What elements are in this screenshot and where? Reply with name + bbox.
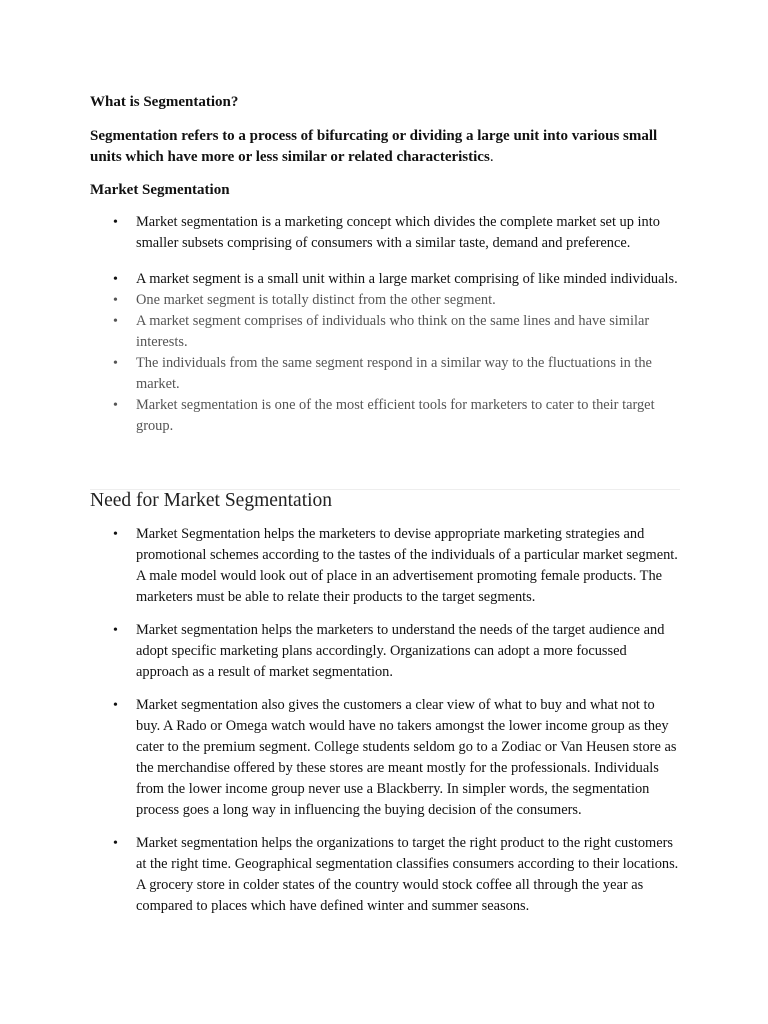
list-item	[0, 290, 681, 311]
bullet-icon: •	[113, 836, 118, 851]
list-item-text: Market segmentation helps the marketers to understand the needs of the target audience and adopt specific marketing plans accordingly. Organizations can adopt a more focussed approach as a result of market segmentation.	[136, 622, 665, 680]
list-item-text: Market segmentation helps the organizations to target the right product to the right customers at the right time. Geographical segmentation classifies consumers according to their locations. A grocery store in colder states of the country would stock coffee all through the year as compared to places which have defined winter and summer seasons.	[136, 835, 679, 914]
list-item-text: The individuals from the same segment respond in a similar way to the fluctuations in the market.	[136, 355, 652, 392]
list-item	[0, 695, 681, 821]
bullet-icon: •	[113, 356, 118, 371]
bullet-icon: •	[113, 272, 118, 287]
list-item	[0, 311, 681, 353]
market-segmentation-heading: Market Segmentation	[90, 182, 230, 198]
list-item	[0, 524, 681, 608]
list-item-text: Market Segmentation helps the marketers to devise appropriate marketing strategies and promotional schemes according to the tastes of the individuals of a particular market segment. A male model would look out of place in an advertisement promoting female products. The marketers must be able to relate their products to the target segments.	[136, 526, 678, 605]
bullet-icon: •	[113, 314, 118, 329]
list-item	[0, 620, 681, 683]
list-item-text: Market segmentation also gives the customers a clear view of what to buy and what not to buy. A Rado or Omega watch would have no takers amongst the lower income group as they cater to the premium segment. College students seldom go to a Zodiac or Van Heusen store as the merchandise offered by these stores are meant mostly for the professionals. Individuals from the lower income group never use a Blackberry. In simpler words, the segmentation process goes a long way in influencing the buying decision of the consumers.	[136, 697, 677, 818]
need-for-segmentation-heading: Need for Market Segmentation	[90, 490, 333, 511]
list-item	[0, 212, 681, 254]
list-item-text: A market segment comprises of individuals who think on the same lines and have similar interests.	[136, 313, 650, 350]
bullet-icon: •	[113, 398, 118, 413]
list-item-text: A market segment is a small unit within a large market comprising of like minded individuals.	[136, 271, 678, 287]
list-item	[0, 833, 681, 917]
bullet-icon: •	[113, 527, 118, 542]
bullet-icon: •	[113, 698, 118, 713]
need-for-segmentation-list	[0, 524, 768, 917]
list-item-text: Market segmentation is a marketing concept which divides the complete market set up into smaller subsets comprising of consumers with a similar taste, demand and preference.	[136, 214, 660, 251]
list-item	[0, 269, 681, 290]
question-title: What is Segmentation?	[90, 94, 239, 110]
list-item-text: Market segmentation is one of the most efficient tools for marketers to cater to their target group.	[136, 397, 655, 434]
list-item	[0, 395, 681, 437]
list-item-text: One market segment is totally distinct from the other segment.	[136, 292, 496, 308]
list-item	[0, 353, 681, 395]
definition-text: Segmentation refers to a process of bifurcating or dividing a large unit into various small units which have more or less similar or related characteristics	[90, 128, 658, 165]
definition-period: .	[489, 148, 494, 165]
bullet-icon: •	[113, 215, 118, 230]
bullet-icon: •	[113, 293, 118, 308]
definition-paragraph	[90, 126, 690, 167]
bullet-icon: •	[113, 623, 118, 638]
market-segmentation-list	[0, 212, 768, 437]
